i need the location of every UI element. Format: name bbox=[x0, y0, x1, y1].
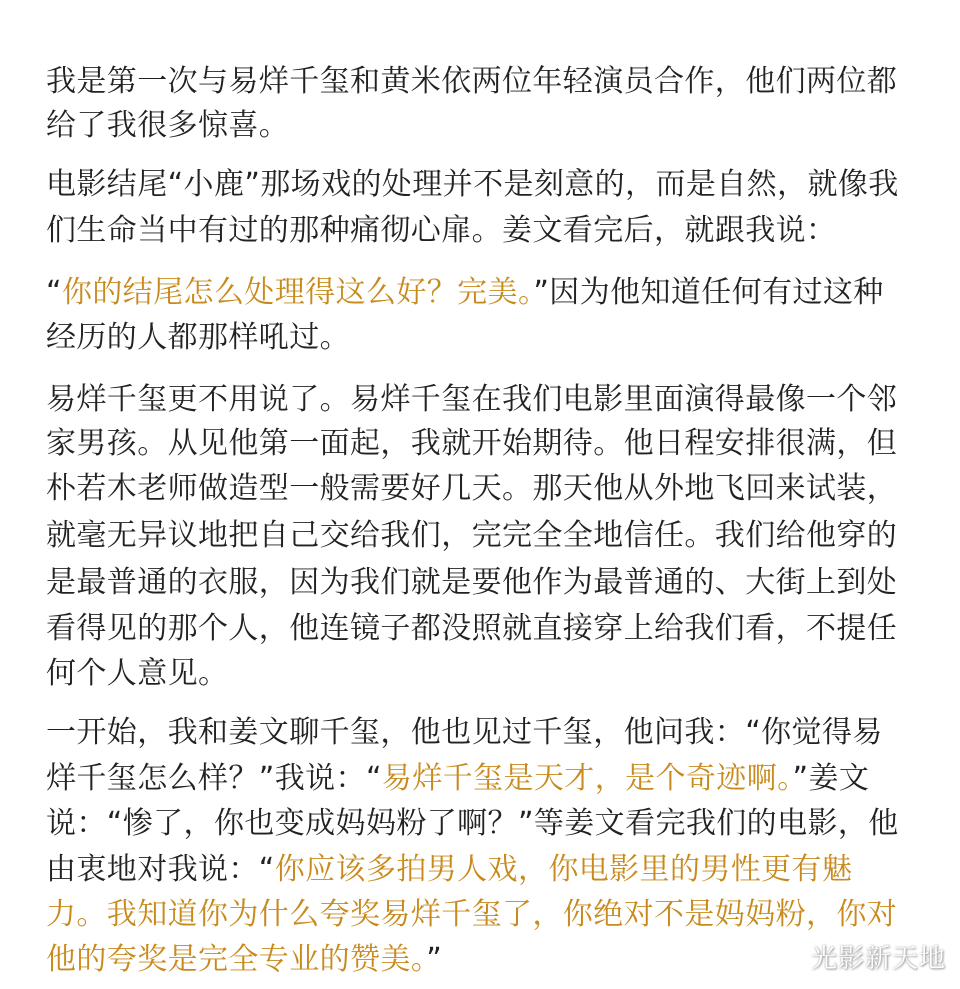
text-line bbox=[46, 422, 897, 466]
text-segment: 说：“惨了，你也变成妈妈粉了啊？”等姜文看完我们的电影，他 bbox=[46, 806, 899, 841]
text-segment: “ bbox=[46, 275, 62, 310]
text-line bbox=[46, 163, 899, 207]
text-segment: ” bbox=[426, 942, 443, 977]
text-segment: 朴若木老师做造型一般需要好几天。那天他从外地飞回来试装， bbox=[46, 471, 898, 506]
text-line bbox=[46, 271, 884, 315]
text-segment: 电影结尾“小鹿”那场戏的处理并不是刻意的，而是自然，就像我 bbox=[46, 167, 899, 202]
text-line bbox=[46, 514, 897, 558]
highlighted-quote: 力。我知道你为什么夸奖易烊千玺了，你绝对不是妈妈粉，你对 bbox=[46, 897, 898, 932]
text-line bbox=[46, 378, 897, 422]
text-segment: ”因为他知道任何有过这种 bbox=[533, 275, 884, 310]
highlighted-quote: 你应该多拍男人戏，你电影里的男性更有魅 bbox=[274, 852, 853, 887]
text-segment: 家男孩。从见他第一面起，我就开始期待。他日程安排很满，但 bbox=[46, 426, 898, 461]
text-segment: 烊千玺怎么样？”我说：“ bbox=[46, 761, 382, 796]
text-segment: 由衷地对我说：“ bbox=[46, 852, 275, 887]
text-line bbox=[46, 104, 289, 148]
text-segment: 我是第一次与易烊千玺和黄米依两位年轻演员合作，他们两位都 bbox=[46, 64, 898, 99]
text-segment: 易烊千玺更不用说了。易烊千玺在我们电影里面演得最像一个邻 bbox=[46, 382, 898, 417]
text-segment: ”姜文 bbox=[792, 761, 870, 796]
text-segment: 何个人意见。 bbox=[46, 656, 229, 691]
text-line bbox=[46, 60, 897, 104]
text-line bbox=[46, 802, 899, 846]
text-line bbox=[46, 209, 836, 253]
highlighted-quote: 你的结尾怎么处理得这么好？完美。 bbox=[61, 275, 534, 310]
text-segment: 经历的人都那样吼过。 bbox=[46, 320, 350, 355]
text-line bbox=[46, 467, 897, 511]
text-line bbox=[46, 711, 883, 755]
text-line bbox=[46, 561, 897, 605]
text-line bbox=[46, 893, 897, 937]
text-line bbox=[46, 652, 228, 696]
text-segment: 是最普通的衣服，因为我们就是要他作为最普通的、大街上到处 bbox=[46, 565, 898, 600]
text-line bbox=[46, 938, 442, 982]
text-segment: 给了我很多惊喜。 bbox=[46, 108, 290, 143]
text-segment: 一开始，我和姜文聊千玺，他也见过千玺，他问我：“你觉得易 bbox=[46, 715, 883, 750]
text-segment: 看得见的那个人，他连镜子都没照就直接穿上给我们看，不提任 bbox=[46, 611, 898, 646]
watermark: 光影新天地 bbox=[810, 944, 946, 974]
text-line bbox=[46, 848, 852, 892]
highlighted-quote: 易烊千玺是天才，是个奇迹啊。 bbox=[381, 761, 793, 796]
text-line bbox=[46, 757, 869, 801]
text-segment: 们生命当中有过的那种痛彻心扉。姜文看完后，就跟我说： bbox=[46, 213, 837, 248]
text-line bbox=[46, 316, 350, 360]
highlighted-quote: 他的夸奖是完全专业的赞美。 bbox=[46, 942, 427, 977]
text-segment: 就毫无异议地把自己交给我们，完完全全地信任。我们给他穿的 bbox=[46, 518, 898, 553]
text-line bbox=[46, 607, 897, 651]
